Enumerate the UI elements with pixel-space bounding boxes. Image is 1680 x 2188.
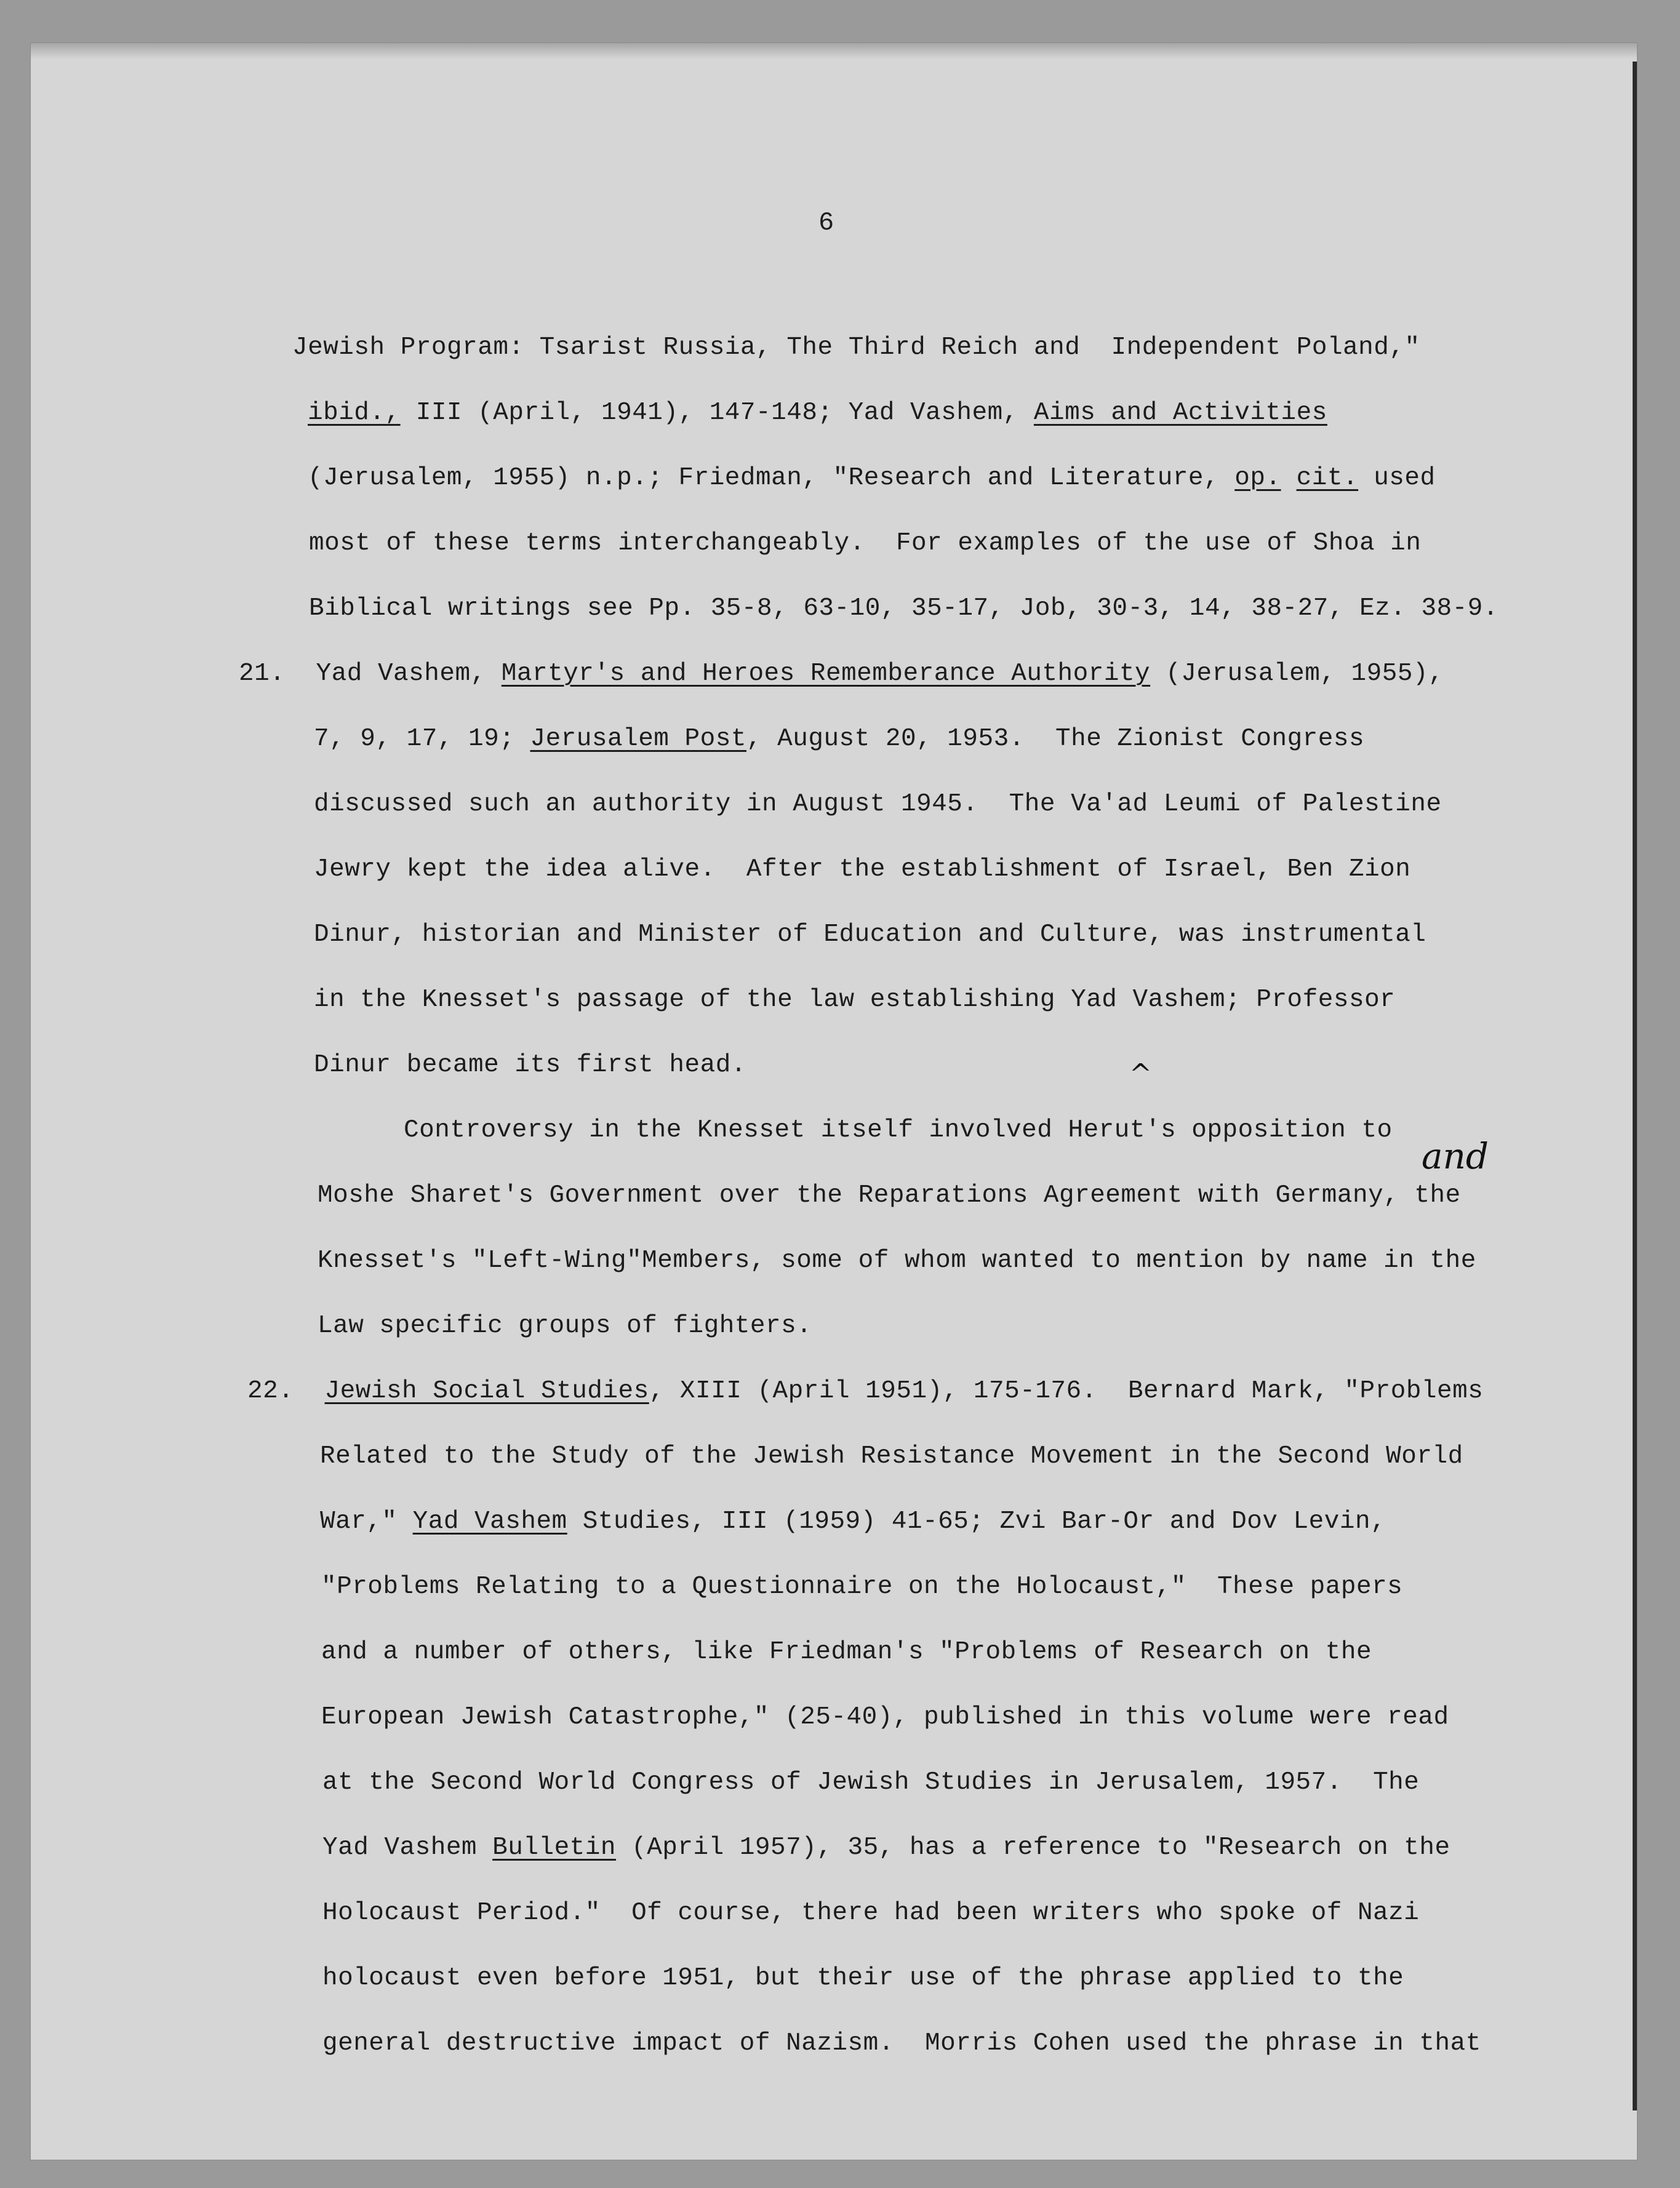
text-line <box>318 1180 1461 1211</box>
underlined-title: Bulletin <box>492 1834 616 1862</box>
underlined-title: ibid., <box>308 399 401 427</box>
underlined-title: Aims and Activities <box>1033 399 1327 427</box>
text-segment: Dinur, historian and Minister of Education and Culture, was instrumental <box>314 920 1426 949</box>
text-line <box>314 919 1426 950</box>
text-segment: Moshe Sharet's Government over the Reparations Agreement with Germany, the <box>318 1181 1461 1210</box>
text-line <box>321 1571 1402 1602</box>
text-segment: Knesset's "Left-Wing"Members, some of whom wanted to mention by name in the <box>318 1247 1476 1275</box>
text-segment: "Problems Relating to a Questionnaire on the Holocaust," These papers <box>321 1573 1403 1601</box>
handwritten-insertion: and <box>1422 1135 1489 1177</box>
text-segment: War," <box>320 1507 413 1536</box>
text-segment: and a number of others, like Friedman's "Problems of Research on the <box>321 1638 1372 1666</box>
page-number: 6 <box>818 208 834 238</box>
text-segment: , XIII (April 1951), 175-176. Bernard Mark, "Problems <box>649 1377 1484 1405</box>
text-line <box>318 1311 812 1341</box>
text-segment: III (April, 1941), 147-148; Yad Vashem, <box>400 399 1034 427</box>
text-segment: Yad Vashem, <box>316 660 502 688</box>
text-line <box>320 1506 1386 1537</box>
text-segment: (Jerusalem, 1955) n.p.; Friedman, "Research and Literature, <box>308 464 1235 492</box>
text-segment: Controversy in the Knesset itself involved Herut's opposition to <box>404 1116 1393 1144</box>
underlined-title: Yad Vashem <box>412 1507 567 1536</box>
text-line <box>308 397 1327 428</box>
text-line <box>314 789 1442 820</box>
text-line <box>321 1702 1449 1733</box>
text-line <box>322 1767 1419 1798</box>
text-segment: discussed such an authority in August 1945. The Va'ad Leumi of Palestine <box>314 790 1442 818</box>
text-segment: Jewish Program: Tsarist Russia, The Third Reich and Independent Poland," <box>292 333 1420 362</box>
underlined-title: cit. <box>1296 464 1359 492</box>
text-line <box>314 984 1395 1015</box>
text-segment: Law specific groups of fighters. <box>318 1312 812 1340</box>
text-line <box>309 593 1498 624</box>
text-line <box>404 1115 1393 1146</box>
underlined-title: Martyr's and Heroes Rememberance Authority <box>501 660 1151 688</box>
underlined-title: op. <box>1234 464 1281 492</box>
text-line <box>322 1963 1404 1994</box>
text-line <box>321 1637 1372 1667</box>
text-segment: , August 20, 1953. The Zionist Congress <box>746 725 1365 753</box>
text-segment: 21. <box>239 660 316 688</box>
text-line <box>308 463 1436 493</box>
text-segment <box>1281 464 1297 492</box>
footnote-text <box>31 43 1637 2160</box>
text-segment: (Jerusalem, 1955), <box>1150 660 1444 688</box>
text-line <box>309 528 1422 559</box>
text-segment: European Jewish Catastrophe," (25-40), published in this volume were read <box>321 1703 1449 1731</box>
text-segment: general destructive impact of Nazism. Morris Cohen used the phrase in that <box>322 2029 1481 2058</box>
text-line <box>322 2028 1481 2059</box>
text-line <box>314 854 1410 885</box>
text-segment: Studies, III (1959) 41-65; Zvi Bar-Or and Dov Levin, <box>567 1507 1386 1536</box>
text-segment: at the Second World Congress of Jewish Studies in Jerusalem, 1957. The <box>322 1768 1420 1797</box>
text-segment: in the Knesset's passage of the law establishing Yad Vashem; Professor <box>314 986 1396 1014</box>
text-segment: Jewry kept the idea alive. After the establishment of Israel, Ben Zion <box>314 855 1411 884</box>
text-line <box>314 1050 746 1080</box>
text-segment: most of these terms interchangeably. For examples of the use of Shoa in <box>309 529 1422 557</box>
document-page <box>31 43 1637 2160</box>
text-line <box>322 1898 1419 1928</box>
text-segment: Related to the Study of the Jewish Resistance Movement in the Second World <box>320 1442 1463 1471</box>
text-segment: Dinur became its first head. <box>314 1051 746 1079</box>
text-line <box>320 1441 1463 1472</box>
text-segment: (April 1957), 35, has a reference to "Research on the <box>616 1834 1450 1862</box>
text-segment: Holocaust Period." Of course, there had been writers who spoke of Nazi <box>322 1899 1420 1927</box>
text-segment: 22. <box>247 1377 325 1405</box>
text-segment: used <box>1358 464 1436 492</box>
text-segment: 7, 9, 17, 19; <box>314 725 530 753</box>
text-segment: Biblical writings see Pp. 35-8, 63-10, 35-17, Job, 30-3, 14, 38-27, Ez. 38-9. <box>309 594 1499 623</box>
text-line <box>239 658 1444 689</box>
handwritten-caret: ^ <box>1129 1058 1152 1090</box>
underlined-title: Jewish Social Studies <box>324 1377 649 1405</box>
text-line <box>292 332 1420 363</box>
text-line <box>322 1832 1450 1863</box>
text-segment: Yad Vashem <box>322 1834 493 1862</box>
text-line <box>247 1376 1483 1407</box>
text-line <box>318 1245 1476 1276</box>
text-segment: holocaust even before 1951, but their use of the phrase applied to the <box>322 1964 1404 1992</box>
underlined-title: Jerusalem Post <box>530 725 746 753</box>
text-line <box>314 724 1364 754</box>
